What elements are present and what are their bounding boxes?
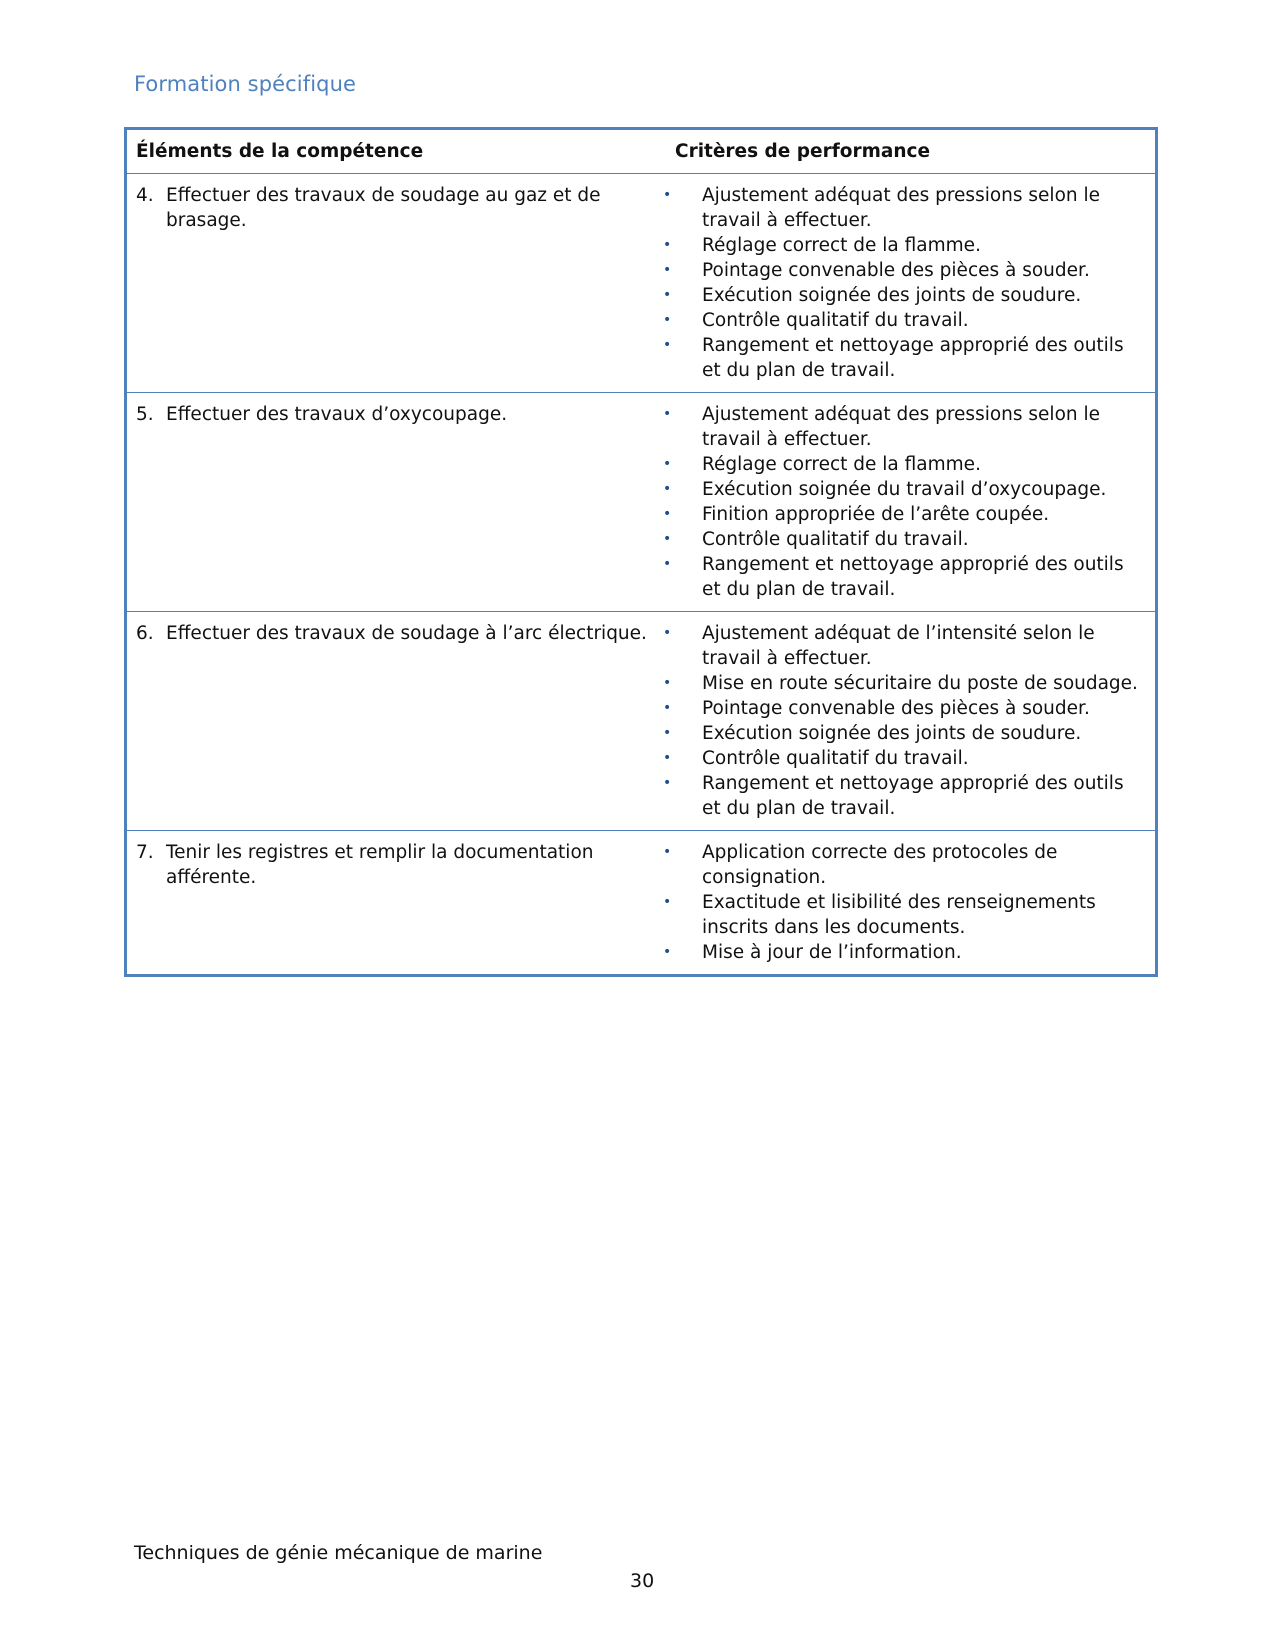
list-item <box>658 890 1147 940</box>
table-row <box>126 393 1157 612</box>
bullet-icon: • <box>663 506 672 522</box>
criterion-text: Pointage convenable des pièces à souder. <box>702 698 1090 719</box>
list-item <box>658 746 1147 771</box>
page-number: 30 <box>630 1570 655 1592</box>
criteria-list <box>658 402 1147 602</box>
element-text: Effectuer des travaux de soudage à l’arc électrique. <box>166 623 647 644</box>
criterion-text: Finition appropriée de l’arête coupée. <box>702 504 1050 525</box>
list-item <box>658 552 1147 602</box>
header-criteria: Critères de performance <box>658 129 1157 174</box>
table-header-row <box>126 129 1157 174</box>
criterion-text: Rangement et nettoyage approprié des outils et du plan de travail. <box>702 773 1124 819</box>
list-item <box>658 671 1147 696</box>
criterion-text: Contrôle qualitatif du travail. <box>702 310 969 331</box>
element-number: 6. <box>136 623 154 644</box>
bullet-icon: • <box>663 775 672 791</box>
bullet-icon: • <box>663 481 672 497</box>
list-item <box>658 308 1147 333</box>
element-item <box>136 840 650 890</box>
criteria-list <box>658 840 1147 965</box>
bullet-icon: • <box>663 262 672 278</box>
criterion-text: Application correcte des protocoles de consignation. <box>702 842 1058 888</box>
element-number: 7. <box>136 842 154 863</box>
bullet-icon: • <box>663 894 672 910</box>
list-item <box>658 333 1147 383</box>
bullet-icon: • <box>663 700 672 716</box>
criterion-text: Contrôle qualitatif du travail. <box>702 529 969 550</box>
list-item <box>658 183 1147 233</box>
criterion-text: Rangement et nettoyage approprié des outils et du plan de travail. <box>702 335 1124 381</box>
criteria-cell <box>658 393 1157 612</box>
element-cell <box>126 831 659 976</box>
criterion-text: Exécution soignée des joints de soudure. <box>702 285 1082 306</box>
list-item <box>658 940 1147 965</box>
criteria-cell <box>658 174 1157 393</box>
criterion-text: Ajustement adéquat des pressions selon le travail à effectuer. <box>702 404 1101 450</box>
bullet-icon: • <box>663 237 672 253</box>
criterion-text: Ajustement adéquat des pressions selon le travail à effectuer. <box>702 185 1101 231</box>
bullet-icon: • <box>663 725 672 741</box>
criterion-text: Exécution soignée du travail d’oxycoupage. <box>702 479 1107 500</box>
element-number: 5. <box>136 404 154 425</box>
bullet-icon: • <box>663 675 672 691</box>
list-item <box>658 771 1147 821</box>
element-text: Effectuer des travaux d’oxycoupage. <box>166 404 508 425</box>
criterion-text: Ajustement adéquat de l’intensité selon le travail à effectuer. <box>702 623 1095 669</box>
criterion-text: Mise en route sécuritaire du poste de soudage. <box>702 673 1138 694</box>
competence-table <box>124 127 1158 977</box>
element-item <box>136 621 650 646</box>
list-item <box>658 477 1147 502</box>
table-row <box>126 174 1157 393</box>
footer-title: Techniques de génie mécanique de marine <box>134 1542 543 1564</box>
list-item <box>658 502 1147 527</box>
bullet-icon: • <box>663 406 672 422</box>
criterion-text: Mise à jour de l’information. <box>702 942 962 963</box>
bullet-icon: • <box>663 287 672 303</box>
criterion-text: Exactitude et lisibilité des renseignements inscrits dans les documents. <box>702 892 1096 938</box>
criterion-text: Contrôle qualitatif du travail. <box>702 748 969 769</box>
bullet-icon: • <box>663 531 672 547</box>
criterion-text: Réglage correct de la flamme. <box>702 235 981 256</box>
criteria-cell <box>658 831 1157 976</box>
element-text: Effectuer des travaux de soudage au gaz et de brasage. <box>166 185 601 231</box>
list-item <box>658 527 1147 552</box>
bullet-icon: • <box>663 556 672 572</box>
criterion-text: Pointage convenable des pièces à souder. <box>702 260 1090 281</box>
element-item <box>136 183 650 233</box>
list-item <box>658 402 1147 452</box>
criterion-text: Exécution soignée des joints de soudure. <box>702 723 1082 744</box>
list-item <box>658 621 1147 671</box>
bullet-icon: • <box>663 456 672 472</box>
bullet-icon: • <box>663 187 672 203</box>
section-title: Formation spécifique <box>134 72 357 96</box>
table-row <box>126 831 1157 976</box>
element-text: Tenir les registres et remplir la documentation afférente. <box>166 842 594 888</box>
list-item <box>658 721 1147 746</box>
list-item <box>658 233 1147 258</box>
element-cell <box>126 174 659 393</box>
list-item <box>658 696 1147 721</box>
element-item <box>136 402 650 427</box>
bullet-icon: • <box>663 312 672 328</box>
criteria-list <box>658 621 1147 821</box>
bullet-icon: • <box>663 750 672 766</box>
header-elements: Éléments de la compétence <box>126 129 659 174</box>
bullet-icon: • <box>663 337 672 353</box>
table-row <box>126 612 1157 831</box>
bullet-icon: • <box>663 944 672 960</box>
criteria-list <box>658 183 1147 383</box>
element-cell <box>126 612 659 831</box>
criterion-text: Rangement et nettoyage approprié des outils et du plan de travail. <box>702 554 1124 600</box>
list-item <box>658 840 1147 890</box>
bullet-icon: • <box>663 844 672 860</box>
list-item <box>658 283 1147 308</box>
criteria-cell <box>658 612 1157 831</box>
criterion-text: Réglage correct de la flamme. <box>702 454 981 475</box>
list-item <box>658 452 1147 477</box>
list-item <box>658 258 1147 283</box>
bullet-icon: • <box>663 625 672 641</box>
element-cell <box>126 393 659 612</box>
element-number: 4. <box>136 185 154 206</box>
